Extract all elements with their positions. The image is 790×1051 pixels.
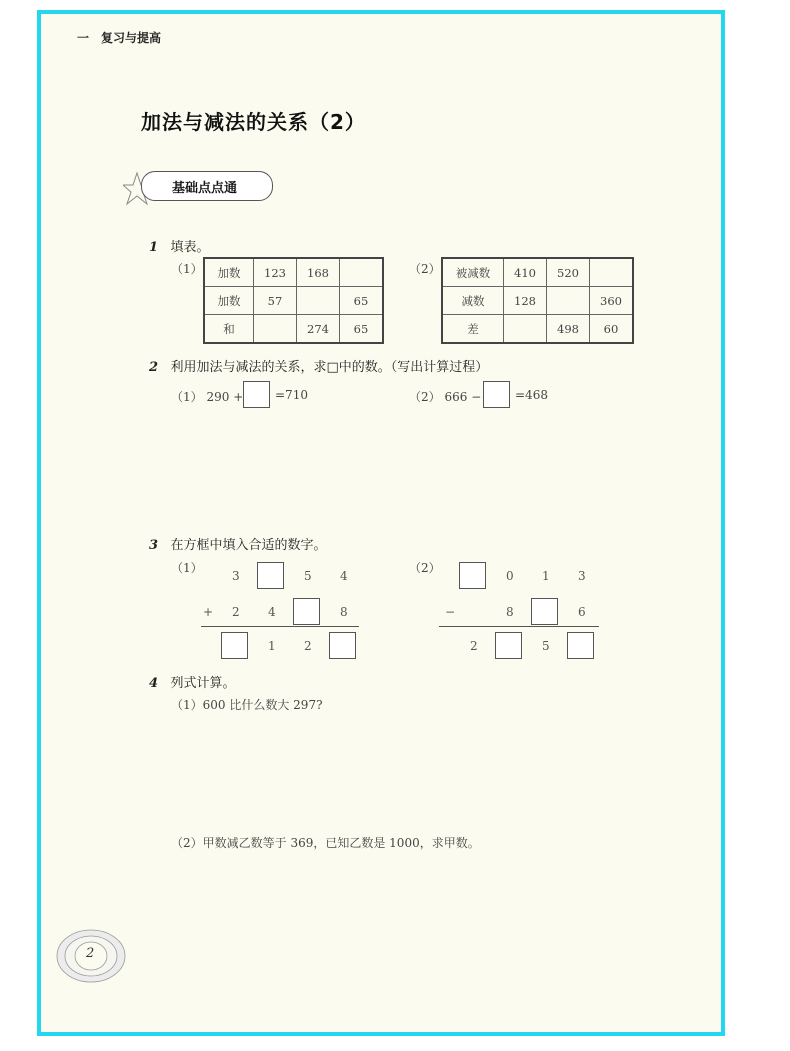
q2-part2-right: =468 — [515, 388, 548, 402]
table-cell: 520 — [547, 258, 590, 287]
q2-part1-right: =710 — [275, 388, 308, 402]
q3-p1-box[interactable] — [221, 632, 248, 659]
question-1-number: 1 — [149, 240, 159, 255]
q2-part1-left: 290 + — [206, 390, 244, 404]
q2-answer-box-1[interactable] — [243, 381, 270, 408]
q3-p1-box[interactable] — [329, 632, 356, 659]
table-cell: 减数 — [442, 287, 504, 315]
table-cell: 65 — [340, 315, 384, 344]
plus-sign: + — [203, 605, 214, 619]
question-3 — [149, 534, 326, 553]
table-cell: 60 — [590, 315, 634, 344]
q3-p1-box[interactable] — [257, 562, 284, 589]
q3-p1-box[interactable] — [293, 598, 320, 625]
table-cell[interactable] — [340, 258, 384, 287]
table-cell[interactable] — [504, 315, 547, 344]
table-cell: 57 — [254, 287, 297, 315]
question-3-number: 3 — [149, 538, 159, 553]
sum-line — [201, 626, 359, 627]
digit: 5 — [304, 569, 312, 583]
q3-part2-label: （2） — [409, 561, 441, 575]
q2-part1-label: （1） — [171, 390, 203, 404]
table-cell: 加数 — [204, 287, 254, 315]
question-4 — [149, 672, 235, 691]
q1-table-2 — [441, 257, 634, 344]
table-cell: 和 — [204, 315, 254, 344]
q4-part2: （2）甲数减乙数等于 369，已知乙数是 1000，求甲数。 — [171, 836, 480, 850]
q3-p2-box[interactable] — [459, 562, 486, 589]
question-1 — [149, 236, 209, 255]
table-cell[interactable] — [297, 287, 340, 315]
digit: 6 — [578, 605, 586, 619]
table-cell: 差 — [442, 315, 504, 344]
table-cell: 360 — [590, 287, 634, 315]
digit: 0 — [506, 569, 514, 583]
q3-p2-box[interactable] — [567, 632, 594, 659]
digit: 5 — [542, 639, 550, 653]
question-4-number: 4 — [149, 676, 159, 691]
digit: 3 — [232, 569, 240, 583]
digit: 1 — [542, 569, 550, 583]
question-4-text: 列式计算。 — [170, 676, 236, 691]
lesson-title: 加法与减法的关系（2） — [141, 110, 366, 134]
table-cell[interactable] — [590, 258, 634, 287]
q4-part1: （1）600 比什么数大 297? — [171, 698, 323, 712]
digit: 2 — [304, 639, 312, 653]
page-frame — [37, 10, 725, 1036]
difference-line — [439, 626, 599, 627]
table-cell[interactable] — [254, 315, 297, 344]
table-cell[interactable] — [547, 287, 590, 315]
minus-sign: − — [445, 605, 456, 619]
table-cell: 65 — [340, 287, 384, 315]
question-3-text: 在方框中填入合适的数字。 — [170, 538, 327, 553]
q1-part2-label: （2） — [409, 262, 441, 276]
table-cell: 498 — [547, 315, 590, 344]
q2-part2-label: （2） — [409, 390, 441, 404]
digit: 4 — [340, 569, 348, 583]
digit: 8 — [340, 605, 348, 619]
question-1-text: 填表。 — [170, 240, 210, 255]
q3-part1-label: （1） — [171, 561, 203, 575]
q3-p2-box[interactable] — [531, 598, 558, 625]
q1-part1-label: （1） — [171, 262, 203, 276]
table-cell: 168 — [297, 258, 340, 287]
table-cell: 被减数 — [442, 258, 504, 287]
question-2 — [149, 356, 488, 375]
digit: 2 — [470, 639, 478, 653]
q2-answer-box-2[interactable] — [483, 381, 510, 408]
table-cell: 128 — [504, 287, 547, 315]
digit: 8 — [506, 605, 514, 619]
digit: 3 — [578, 569, 586, 583]
table-cell: 274 — [297, 315, 340, 344]
q2-part2 — [409, 388, 481, 405]
table-cell: 加数 — [204, 258, 254, 287]
q2-part1 — [171, 388, 243, 405]
section-header: 一 复习与提高 — [77, 31, 162, 45]
q3-p2-box[interactable] — [495, 632, 522, 659]
digit: 1 — [268, 639, 276, 653]
q1-table-1 — [203, 257, 384, 344]
q2-part2-left: 666 − — [444, 390, 482, 404]
digit: 2 — [232, 605, 240, 619]
question-2-number: 2 — [149, 360, 159, 375]
digit: 4 — [268, 605, 276, 619]
section-badge-label: 基础点点通 — [172, 181, 238, 196]
table-cell: 410 — [504, 258, 547, 287]
table-cell: 123 — [254, 258, 297, 287]
section-badge — [141, 171, 273, 201]
question-2-text: 利用加法与减法的关系，求□中的数。（写出计算过程） — [170, 360, 489, 375]
page-number: 2 — [86, 946, 95, 961]
